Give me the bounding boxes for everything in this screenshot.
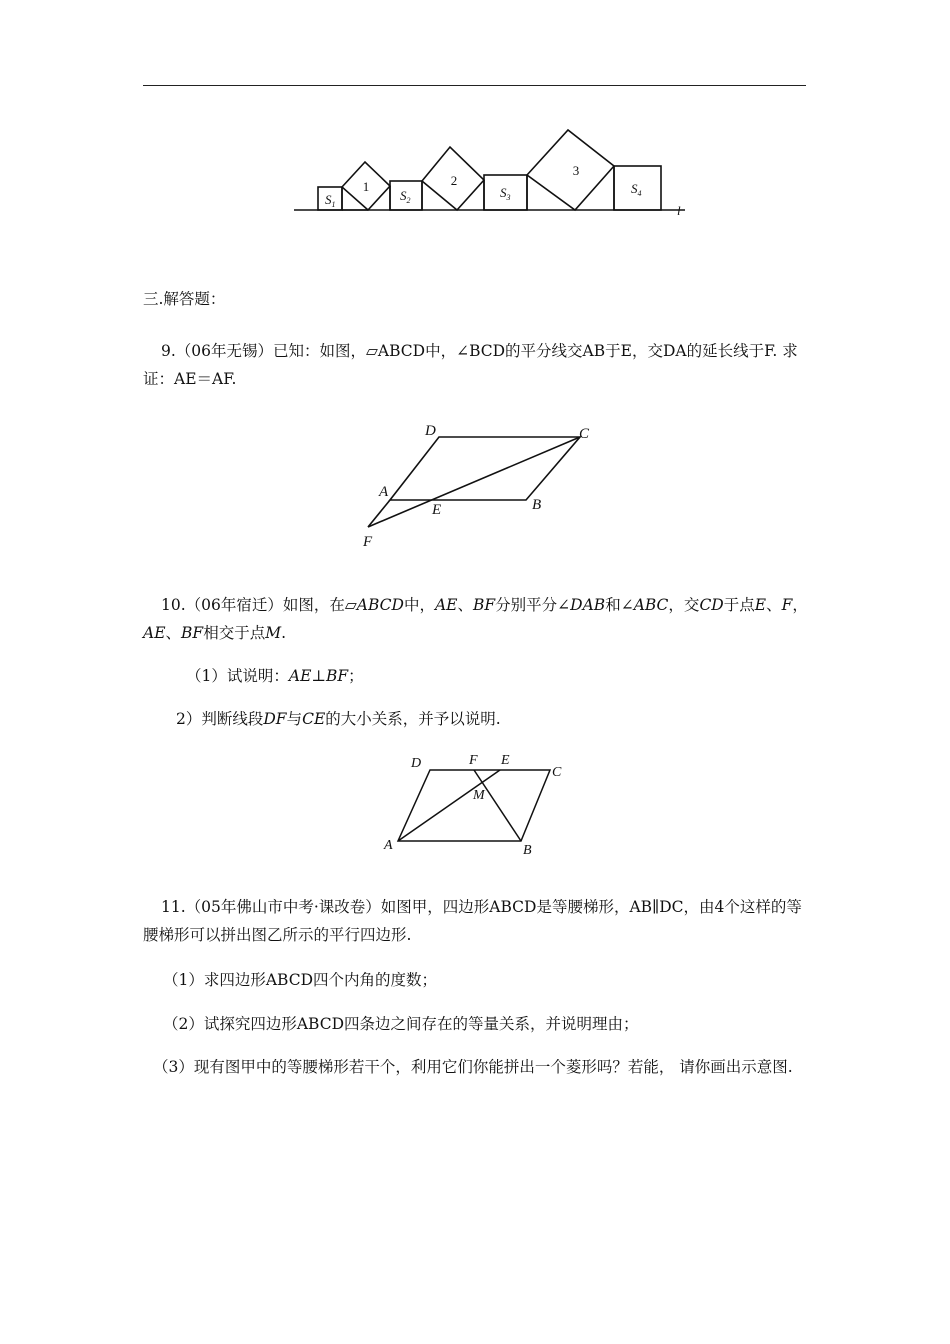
label-s1: $S_1$ — [325, 192, 336, 209]
question-10-part-1: （1）试说明：AE⊥BF； — [186, 667, 364, 685]
label-C: C — [552, 765, 562, 780]
label-E: E — [501, 753, 510, 768]
parallelogram-abcd-q10 — [398, 770, 550, 841]
question-11-part-2: （2）试探究四边形ABCD四条边之间存在的等量关系，并说明理由； — [163, 1015, 639, 1033]
squares-figure — [290, 125, 695, 225]
question-11: 11.（05年佛山市中考·课改卷）如图甲，四边形ABCD是等腰梯形，AB∥DC，由4个这样的等腰梯形可以拼出图乙所示的平行四边形. — [143, 898, 802, 944]
label-s3: $S_3$ — [500, 185, 511, 202]
label-D: D — [411, 756, 422, 771]
label-B: B — [523, 843, 532, 858]
label-B: B — [532, 497, 542, 513]
label-M: M — [473, 788, 485, 803]
label-F: F — [363, 534, 373, 550]
square-3 — [527, 130, 614, 210]
question-11-part-3: （3）现有图甲中的等腰梯形若干个，利用它们你能拼出一个菱形吗？若能， 请你画出示意图. — [153, 1058, 793, 1076]
label-s2: $S_2$ — [400, 188, 411, 205]
label-s4: $S_4$ — [631, 181, 642, 198]
line-cf — [368, 437, 580, 527]
question-10: 10.（06年宿迁）如图，在▱ABCD中，AE、BF分别平分∠DAB和∠ABC，交CD于点E、F，AE、BF相交于点M. — [143, 596, 808, 642]
label-C: C — [579, 426, 590, 442]
parallelogram-abcd — [390, 437, 580, 500]
label-D: D — [425, 423, 436, 439]
square-s4 — [614, 166, 661, 210]
label-2: 2 — [450, 173, 458, 188]
label-l: l — [677, 203, 681, 218]
label-A: A — [384, 838, 393, 853]
header-rule — [143, 85, 806, 86]
section-heading: 三.解答题： — [143, 290, 226, 308]
question-10-part-2: 2）判断线段DF与CE的大小关系，并予以说明. — [176, 710, 501, 728]
label-E: E — [432, 502, 442, 518]
label-F: F — [469, 753, 478, 768]
label-A: A — [379, 484, 389, 500]
label-3: 3 — [572, 163, 580, 178]
question-11-part-1: （1）求四边形ABCD四个内角的度数； — [163, 971, 438, 989]
line-bf — [474, 770, 521, 841]
parallelogram-figure-q10 — [380, 750, 575, 860]
question-9: 9.（06年无锡）已知：如图，▱ABCD中，∠BCD的平分线交AB于E，交DA的延长线于F. 求证：AE＝AF. — [143, 342, 798, 388]
parallelogram-figure-q9 — [350, 420, 595, 550]
label-1: 1 — [362, 179, 370, 194]
